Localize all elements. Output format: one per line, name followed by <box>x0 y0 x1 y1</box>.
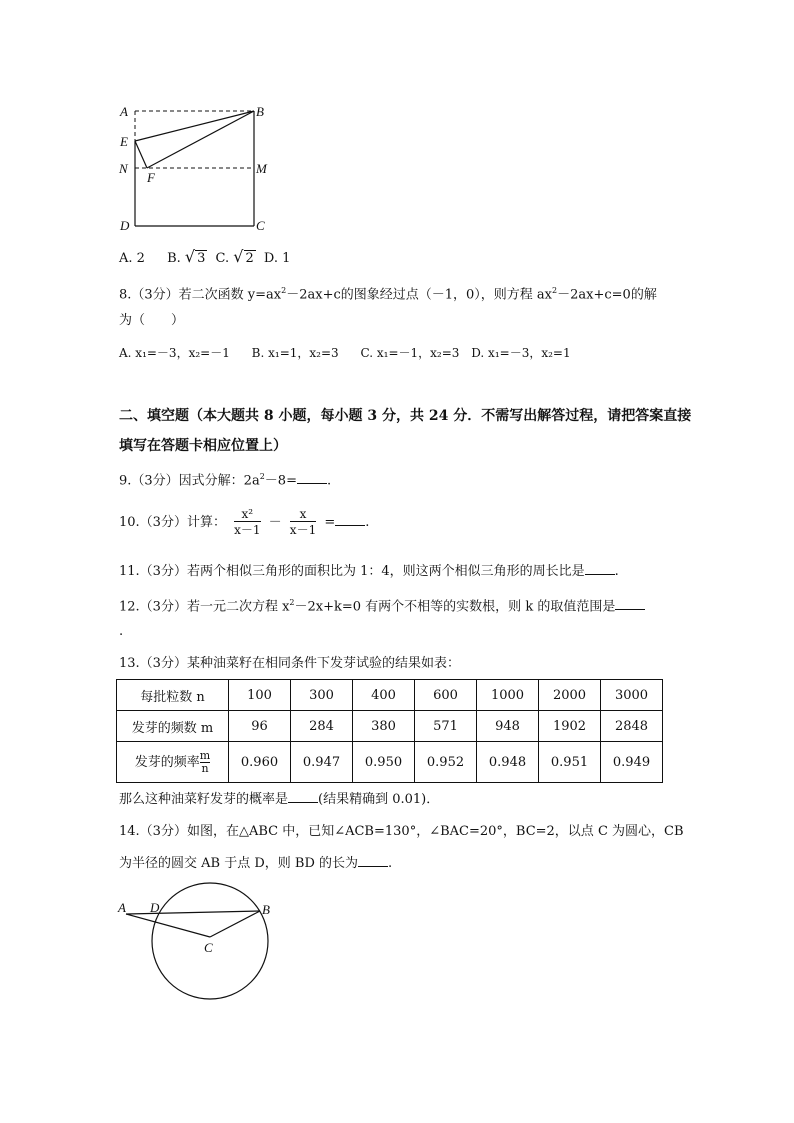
table-row <box>117 711 663 742</box>
q8-option-d: D. x₁=－3，x₂=1 <box>471 346 571 360</box>
label-B: B <box>262 902 270 917</box>
row1-cell: 1000 <box>477 680 539 711</box>
figure-rectangle-fold <box>112 100 282 235</box>
q14-line2: 为半径的圆交 AB 于点 D，则 BD 的长为 . <box>119 856 393 871</box>
row2-label: 发芽的频数 m <box>117 711 229 742</box>
row3-label: 发芽的频率 $\frac{m}{n}$ <box>117 742 229 783</box>
row3-cell: 0.960 <box>229 742 291 783</box>
section2-heading-line2: 填写在答题卡相应位置上） <box>119 438 287 454</box>
q14-line1: 14.（3分）如图，在△ABC 中，已知∠ACB=130°，∠BAC=20°，BC=2，以点 C 为圆心，CB <box>119 824 684 839</box>
table-row <box>117 680 663 711</box>
q13-table <box>116 679 663 783</box>
q10-fraction-2: $\frac{x}{x-1}$ <box>289 507 317 537</box>
segment-EB <box>135 111 254 141</box>
section2-heading-line1: 二、填空题（本大题共 8 小题，每小题 3 分，共 24 分．不需写出解答过程，请把答案直接 <box>119 408 692 424</box>
q11-answer-blank[interactable] <box>585 562 615 575</box>
row1-cell: 300 <box>291 680 353 711</box>
segment-EF <box>135 141 147 168</box>
figure-circle-triangle <box>112 880 282 1005</box>
label-E: E <box>120 134 128 149</box>
q12-end: . <box>119 624 124 639</box>
q7-option-c: C. √ 2 <box>215 247 254 266</box>
q13-after: 那么这种油菜籽发芽的概率是 (结果精确到 0.01)． <box>119 792 440 807</box>
q8-option-a: A. x₁=－3，x₂=－1 <box>119 346 230 360</box>
row2-cell: 571 <box>415 711 477 742</box>
q8-option-b: B. x₁=1，x₂=3 <box>251 346 339 360</box>
row3-cell: 0.952 <box>415 742 477 783</box>
q8-options <box>119 343 571 363</box>
label-C: C <box>256 218 265 233</box>
q10: 10.（3分）计算： $\frac{\text{x²}}{x-1}$ － $\frac{x}{x-1}$ = . <box>119 507 370 537</box>
q7-option-b: B. √ 3 <box>167 247 206 266</box>
q9-answer-blank[interactable] <box>297 471 327 484</box>
q10-fraction-1: $\frac{\text{x²}}{x-1}$ <box>234 507 261 537</box>
label-B: B <box>256 104 264 119</box>
q10-answer-blank[interactable] <box>335 513 365 526</box>
row1-cell: 100 <box>229 680 291 711</box>
row1-cell: 2000 <box>539 680 601 711</box>
row3-cell: 0.948 <box>477 742 539 783</box>
row1-label: 每批粒数 n <box>117 680 229 711</box>
q11: 11.（3分）若两个相似三角形的面积比为 1：4，则这两个相似三角形的周长比是 . <box>119 564 619 579</box>
label-C: C <box>204 940 213 955</box>
q8-line1: 8.（3分）若二次函数 $y=ax^2-2ax+c$的图象经过点（－1，0），则方程 $ax^2-2ax+c=0$的解 <box>119 286 657 303</box>
row2-cell: 380 <box>353 711 415 742</box>
row1-cell: 3000 <box>601 680 663 711</box>
row3-cell: 0.951 <box>539 742 601 783</box>
label-D: D <box>150 900 160 915</box>
row3-cell: 0.947 <box>291 742 353 783</box>
q9: 9.（3分）因式分解：$2a^2-8=$ . <box>119 472 332 489</box>
q12: 12.（3分）若一元二次方程 $x^2-2x+k=0$ 有两个不相等的实数根，则 k 的取值范围是 <box>119 593 645 617</box>
q8-line2: 为（ ） <box>119 313 185 328</box>
segment-AB <box>126 911 260 914</box>
table-row <box>117 742 663 783</box>
segment-AC <box>126 914 210 937</box>
q7-option-d: D. 1 <box>263 251 291 266</box>
q8-option-c: C. x₁=－1，x₂=3 <box>360 346 460 360</box>
q12-answer-blank[interactable] <box>615 597 645 610</box>
label-A: A <box>118 900 126 915</box>
row2-cell: 96 <box>229 711 291 742</box>
label-M: M <box>256 161 267 176</box>
q13-text: 13.（3分）某种油菜籽在相同条件下发芽试验的结果如表： <box>119 656 460 671</box>
row2-cell: 284 <box>291 711 353 742</box>
label-A: A <box>120 104 128 119</box>
q7-options <box>119 247 290 269</box>
row1-cell: 400 <box>353 680 415 711</box>
row3-cell: 0.949 <box>601 742 663 783</box>
q13-answer-blank[interactable] <box>288 790 318 803</box>
label-D: D <box>120 218 130 233</box>
row2-cell: 1902 <box>539 711 601 742</box>
q14-answer-blank[interactable] <box>358 854 388 867</box>
row1-cell: 600 <box>415 680 477 711</box>
q7-option-a: A. 2 <box>119 251 145 266</box>
row2-cell: 948 <box>477 711 539 742</box>
label-F: F <box>147 170 155 185</box>
row3-cell: 0.950 <box>353 742 415 783</box>
segment-CB <box>210 911 260 937</box>
segment-FB <box>147 111 254 168</box>
label-N: N <box>119 161 128 176</box>
row2-cell: 2848 <box>601 711 663 742</box>
